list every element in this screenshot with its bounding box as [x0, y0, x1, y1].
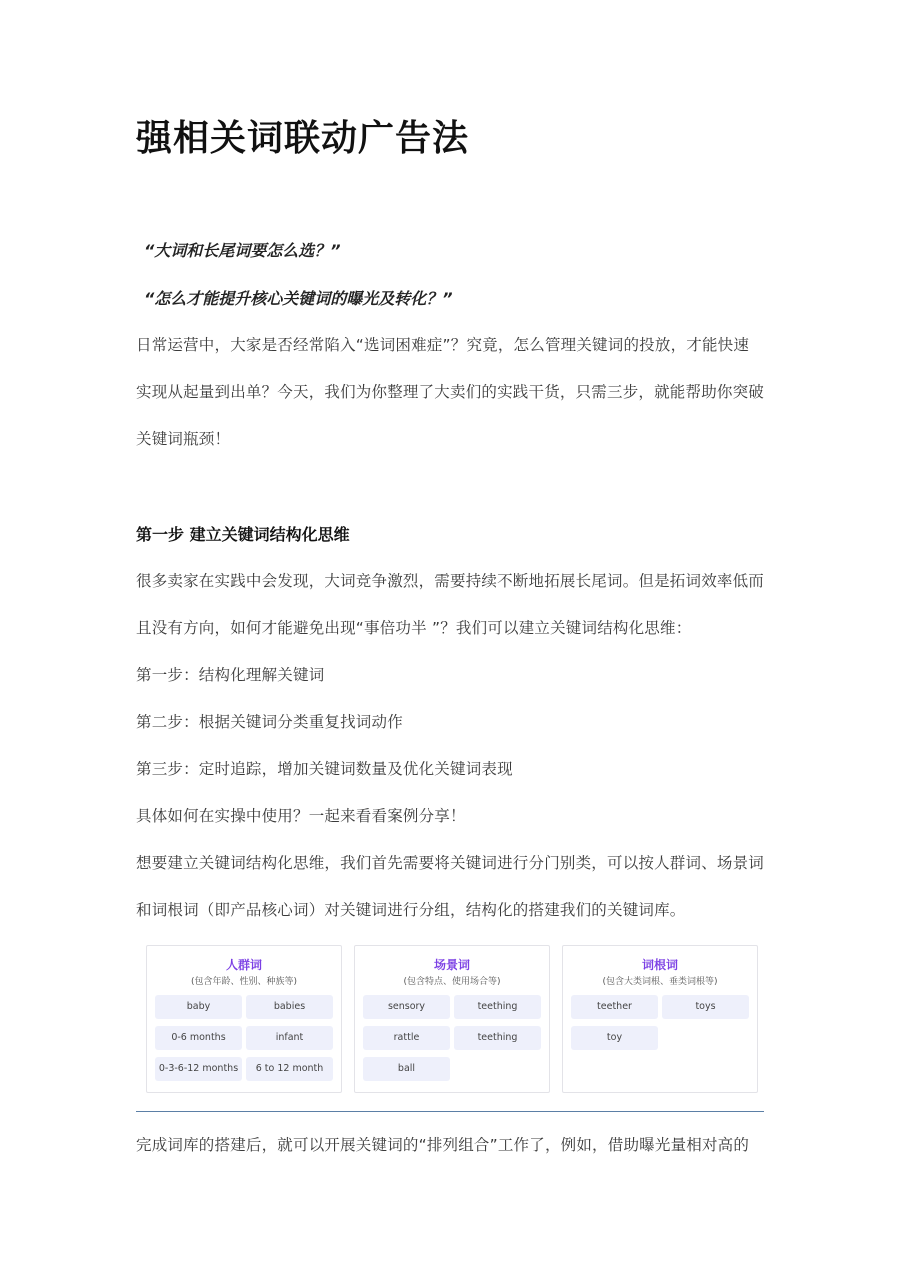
keyword-chip: teething [454, 995, 541, 1019]
paragraph-line: 且没有方向，如何才能避免出现“事倍功半 ”？我们可以建立关键词结构化思维： [136, 619, 692, 637]
document-title: 强相关词联动广告法 [136, 117, 470, 159]
step-line-3: 第三步：定时追踪，增加关键词数量及优化关键词表现 [136, 760, 513, 778]
keyword-chip: babies [246, 995, 333, 1019]
quote-1: “大词和长尾词要怎么选？” [144, 241, 341, 260]
paragraph-line: 很多卖家在实践中会发现，大词竞争激烈，需要持续不断地拓展长尾词。但是拓词效率低而 [136, 572, 765, 590]
paragraph-line: 具体如何在实操中使用？一起来看看案例分享！ [136, 807, 466, 825]
step-line-2: 第二步：根据关键词分类重复找词动作 [136, 713, 403, 731]
keyword-chip: toys [662, 995, 749, 1019]
keyword-category-figure [146, 945, 760, 1093]
quote-2: “怎么才能提升核心关键词的曝光及转化？” [144, 289, 453, 308]
keyword-chip: baby [155, 995, 242, 1019]
intro-line-2: 实现从起量到出单？今天，我们为你整理了大卖们的实践干货，只需三步，就能帮助你突破 [136, 383, 765, 401]
card-title: 词根词 [641, 958, 678, 972]
step-line-1: 第一步：结构化理解关键词 [136, 666, 325, 684]
keyword-chip: teething [454, 1026, 541, 1050]
intro-line-1: 日常运营中，大家是否经常陷入“选词困难症”？究竟，怎么管理关键词的投放，才能快速 [136, 336, 750, 354]
keyword-chip: sensory [363, 995, 450, 1019]
section-heading: 第一步 建立关键词结构化思维 [136, 525, 350, 544]
card-root-words [562, 945, 758, 1093]
card-subtitle: (包含特点、使用场合等) [403, 977, 501, 987]
paragraph-line: 想要建立关键词结构化思维，我们首先需要将关键词进行分门别类，可以按人群词、场景词 [136, 854, 765, 872]
keyword-chip: rattle [363, 1026, 450, 1050]
keyword-chip: toy [571, 1026, 658, 1050]
keyword-chip: teether [571, 995, 658, 1019]
card-subtitle: (包含大类词根、垂类词根等) [602, 977, 718, 987]
keyword-chip: 0-3-6-12 months [155, 1057, 242, 1081]
keyword-chip: infant [246, 1026, 333, 1050]
card-subtitle: (包含年龄、性别、种族等) [190, 977, 298, 987]
keyword-chip: 0-6 months [155, 1026, 242, 1050]
card-scene-words [354, 945, 550, 1093]
divider [136, 1111, 764, 1112]
keyword-chip: 6 to 12 month [246, 1057, 333, 1081]
keyword-chip: ball [363, 1057, 450, 1081]
footer-line: 完成词库的搭建后，就可以开展关键词的“排列组合”工作了，例如，借助曝光量相对高的 [136, 1136, 750, 1154]
paragraph-line: 和词根词（即产品核心词）对关键词进行分组，结构化的搭建我们的关键词库。 [136, 901, 686, 919]
card-audience-words [146, 945, 342, 1093]
card-title: 人群词 [225, 958, 262, 972]
card-title: 场景词 [433, 958, 470, 972]
intro-line-3: 关键词瓶颈！ [136, 430, 231, 448]
